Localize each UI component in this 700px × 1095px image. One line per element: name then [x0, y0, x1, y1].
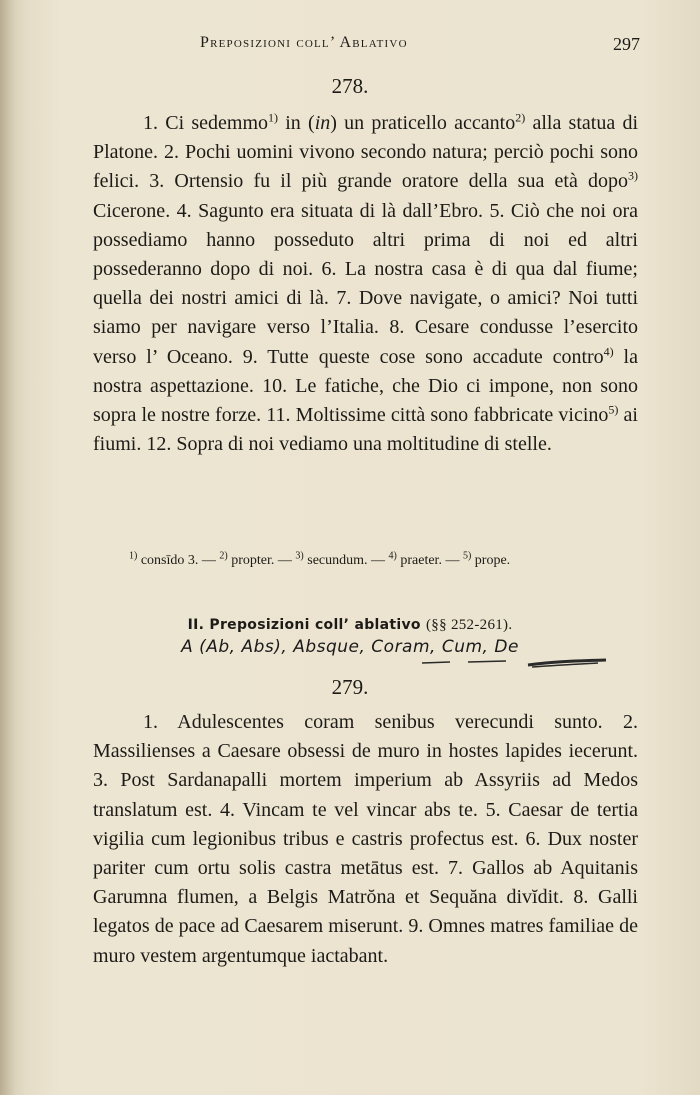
sentence-8: 8. Cesare condusse l’esercito verso l’ Oceano. [93, 316, 638, 368]
section-heading [0, 617, 700, 634]
sentence-8: 8. Galli legatos de pace ad Caesarem miserunt. [93, 886, 638, 938]
section-title: II. Preposizioni coll’ ablativo [187, 617, 421, 633]
sentence-5: 5. Ciò che noi ora possediamo hanno posseduto altri prima di noi ed altri possederanno dopo di noi. [93, 199, 638, 281]
page-header [96, 34, 640, 58]
footnote-ref-5: 5) [608, 402, 619, 417]
sentence-9: 9. Omnes matres familiae de muro vestem argentumque iactabant. [93, 915, 638, 967]
sentence-12: 12. Sopra di noi vediamo una moltitudine di stelle. [146, 433, 552, 456]
sentence-5: 5. Caesar de tertia vigilia cum legionibus tribus e castris profectus est. [93, 798, 639, 850]
footnote-3: $^{3)}$ secundum. — [295, 550, 389, 568]
sentence-11: 11. Moltissime città sono fabbricate vicino$^{5)}$ ai fiumi. [93, 402, 638, 456]
exercise-279-text [93, 708, 638, 971]
footnote-ref-2: 2) [515, 110, 526, 125]
sentence-1: 1. Ci sedemmo$^{1)}$ in (in) un praticello accanto$^{2)}$ alla statua di Platone. [93, 110, 638, 164]
sentence-6: 6. La nostra casa è di qua dal fiume; quella dei nostri amici di là. [93, 258, 638, 310]
running-head: Preposizioni coll’ Ablativo [200, 34, 408, 51]
section-refs: (§§ 252-261). [426, 617, 513, 633]
sentence-7: 7. Dove navigate, o amici? Noi tutti siamo per navigare verso l’Italia. [93, 287, 638, 339]
footnotes [93, 550, 638, 571]
footnote-ref-1: 1) [268, 110, 279, 125]
footnote-ref-3: 3) [628, 168, 638, 183]
sentence-4: 4. Sagunto era situata di là dall’Ebro. [176, 199, 490, 222]
sentence-1: 1. Adulescentes coram senibus verecundi sunto. [143, 711, 623, 733]
sentence-2: 2. Pochi uomini vivono secondo natura; perciò pochi sono felici. [93, 141, 638, 193]
sentence-10: 10. Le fatiche, che Dio ci impone, non sono sopra le nostre forze. [93, 374, 638, 427]
exercise-number-279: 279. [331, 675, 369, 699]
page-gutter [0, 0, 14, 1095]
sentence-9: 9. Tutte queste cose sono accadute contro$^{4)}$ la nostra aspettazione. [93, 343, 638, 397]
footnote-5: $^{5)}$ prope. [462, 550, 511, 568]
exercise-278-text [93, 109, 638, 459]
sentence-2: 2. Massilienses a Caesare obsessi de muro in hostes lapides iecerunt. [93, 711, 638, 763]
sentence-3: 3. Ortensio fu il più grande oratore della sua età dopo$^{3)}$ Cicerone. [93, 168, 638, 222]
sentence-7: 7. Gallos ab Aquitanis Garumna flumen, a Belgis Matrŏna et Sequăna divĭdit. [93, 857, 639, 909]
footnote-4: $^{4)}$ praeter. — [388, 550, 463, 568]
sentence-6: 6. Dux noster pariter cum ortu solis castra metātus est. [93, 827, 638, 880]
handwritten-prepositions-line: A (Ab, Abs), Absque, Coram, Cum, De [181, 637, 519, 657]
footnote-ref-4: 4) [603, 343, 614, 358]
page-number: 297 [613, 34, 640, 54]
footnote-2: $^{2)}$ propter. — [219, 550, 296, 568]
exercise-number-278: 278. [331, 74, 369, 98]
pen-underline-mark [420, 657, 610, 671]
sentence-4: 4. Vincam te vel vincar abs te. [220, 798, 486, 821]
footnote-1: $^{1)}$ consīdo 3. — [129, 550, 220, 568]
sentence-3: 3. Post Sardanapalli mortem imperium ab Assyriis ad Medos translatum est. [93, 769, 638, 821]
